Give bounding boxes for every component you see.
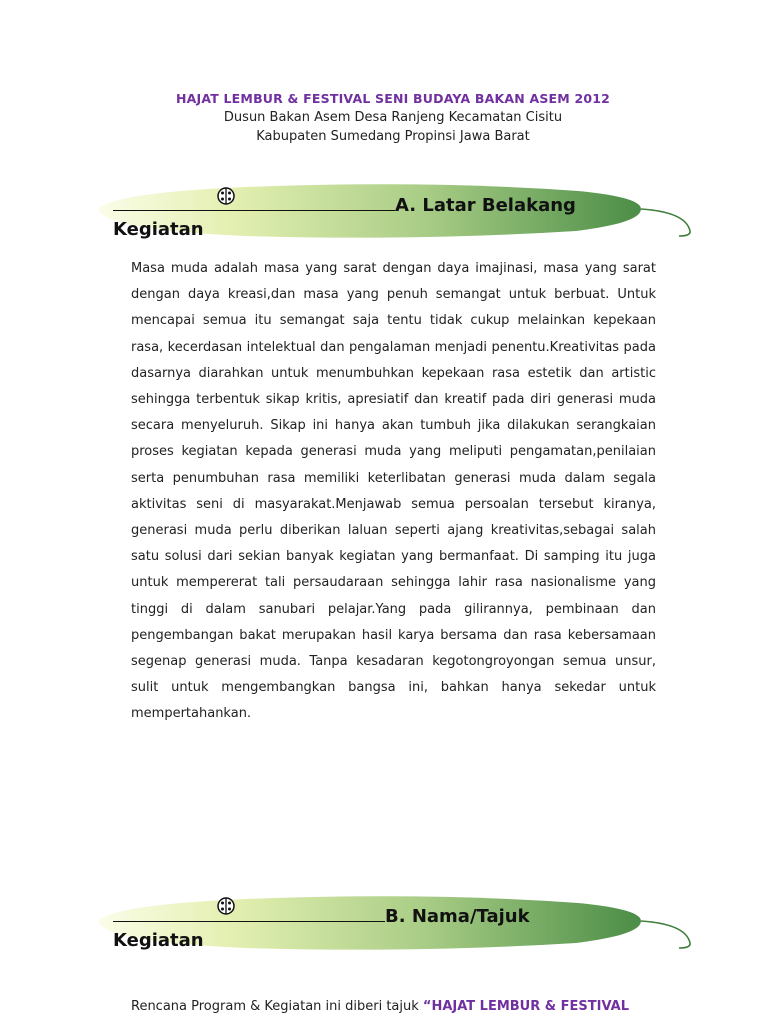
section-b-title: B. Nama/Tajuk [385, 906, 530, 927]
section-b-heading-line-1 [113, 906, 530, 927]
section-a-body-paragraph: Masa muda adalah masa yang sarat dengan daya imajinasi, masa yang sarat dengan daya kreasi,dan masa yang penuh semangat untuk berbuat. Untuk mencapai semua itu semangat saja tentu tidak cukup melainkan kepekaan rasa, kecerdasan intelektual dan pengalaman menjadi penentu.Kreativitas pada dasarnya diarahkan untuk menumbuhkan kepekaan rasa estetik dan artistic sehingga terbentuk sikap kritis, apresiatif dan kreatif pada diri generasi muda secara menyeluruh. Sikap ini hanya akan tumbuh jika dilakukan serangkaian proses kegiatan kepada generasi muda yang meliputi pengamatan,penilaian serta penumbuhan rasa memiliki keterlibatan generasi muda dalam segala aktivitas seni di masyarakat.Menjawab semua persoalan tersebut kiranya, generasi muda perlu diberikan laluan seperti ajang kreativitas,sebagai salah satu solusi dari sekian banyak kegiatan yang bermanfaat. Di samping itu juga untuk mempererat tali persaudaraan sehingga lahir rasa nasionalisme yang tinggi di dalam sanubari pelajar.Yang pada gilirannya, pembinaan dan pengembangan bakat merupakan hasil karya bersama dan rasa kebersamaan segenap generasi muda. Tanpa kesadaran kegotongroyongan semua unsur, sulit untuk mengembangkan bangsa ini, bahkan hanya sekedar untuk mempertahankan. [131, 261, 656, 722]
section-b-intro-text: Rencana Program & Kegiatan ini diberi tajuk [131, 999, 423, 1014]
section-b-quoted-title: “HAJAT LEMBUR & FESTIVAL [422, 999, 629, 1014]
section-b-heading [96, 888, 696, 958]
section-a-title-continuation: Kegiatan [113, 219, 204, 240]
heading-underline [113, 210, 395, 211]
section-a-heading-line-1 [113, 195, 576, 216]
document-subtitle-line-2: Kabupaten Sumedang Propinsi Jawa Barat [256, 129, 530, 144]
heading-underline [113, 921, 385, 922]
section-b-intro-line [131, 994, 691, 1020]
section-a-heading [96, 176, 696, 246]
document-title: HAJAT LEMBUR & FESTIVAL SENI BUDAYA BAKAN ASEM 2012 [175, 91, 611, 106]
document-header [0, 90, 768, 146]
section-a-title: A. Latar Belakang [395, 195, 576, 216]
section-b-title-continuation: Kegiatan [113, 930, 204, 951]
document-subtitle-line-1: Dusun Bakan Asem Desa Ranjeng Kecamatan Cisitu [223, 110, 563, 125]
